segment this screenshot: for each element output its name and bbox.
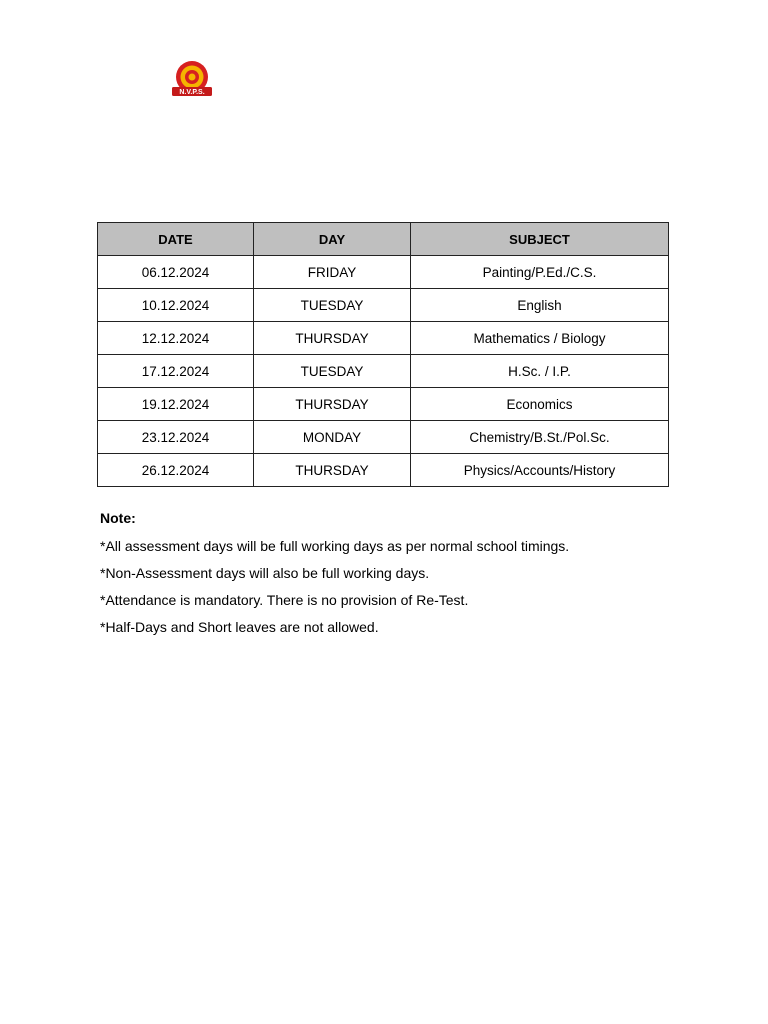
note-line: *Attendance is mandatory. There is no provision of Re-Test. [100,592,469,608]
table-row [98,289,669,322]
note-line: *Half-Days and Short leaves are not allowed. [100,619,379,635]
header-subject: SUBJECT [411,223,669,256]
cell-date: 26.12.2024 [98,454,254,487]
cell-day: TUESDAY [254,289,411,322]
cell-subject: English [411,289,669,322]
notes-section [100,508,700,644]
note-line: *Non-Assessment days will also be full working days. [100,565,430,581]
table-row [98,454,669,487]
table-header-row [98,223,669,256]
school-emblem-icon [170,60,214,98]
cell-date: 23.12.2024 [98,421,254,454]
table-row [98,256,669,289]
cell-date: 17.12.2024 [98,355,254,388]
cell-day: THURSDAY [254,454,411,487]
table-row [98,355,669,388]
cell-date: 12.12.2024 [98,322,254,355]
notes-heading: Note: [100,510,136,526]
cell-subject: Physics/Accounts/History [411,454,669,487]
note-line: *All assessment days will be full working days as per normal school timings. [100,538,570,554]
cell-day: MONDAY [254,421,411,454]
cell-day: TUESDAY [254,355,411,388]
cell-subject: Painting/P.Ed./C.S. [411,256,669,289]
cell-subject: Mathematics / Biology [411,322,669,355]
header-day: DAY [254,223,411,256]
cell-day: FRIDAY [254,256,411,289]
cell-date: 19.12.2024 [98,388,254,421]
table-row [98,421,669,454]
school-logo [170,60,214,98]
table-row [98,322,669,355]
cell-day: THURSDAY [254,388,411,421]
cell-day: THURSDAY [254,322,411,355]
cell-date: 10.12.2024 [98,289,254,322]
table-row [98,388,669,421]
cell-subject: Economics [411,388,669,421]
cell-subject: Chemistry/B.St./Pol.Sc. [411,421,669,454]
cell-date: 06.12.2024 [98,256,254,289]
cell-subject: H.Sc. / I.P. [411,355,669,388]
assessment-schedule-table [97,222,669,487]
header-date: DATE [98,223,254,256]
logo-text: N.V.P.S. [179,89,205,96]
